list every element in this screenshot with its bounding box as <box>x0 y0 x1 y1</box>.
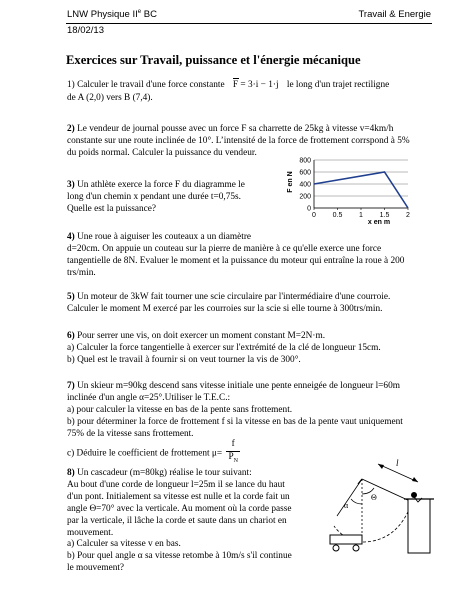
ex4-line: tangentielle de 8N. Evaluer le moment et la puissance du moteur qui entraîne la roue à 200 <box>67 255 405 266</box>
ex7-line: inclinée d'un angle α=25°.Utiliser le T.E.C.: <box>67 392 231 403</box>
stunt-rope-figure <box>318 444 444 554</box>
force-formula-text: F = 3·i − 1·j <box>232 80 279 90</box>
header-course-sup: e <box>137 9 142 15</box>
ex2-line: du poids normal. Calculer la puissance du vendeur. <box>67 147 257 158</box>
chart-tick-labels <box>299 157 410 219</box>
length-arrowhead <box>412 477 418 482</box>
ex8-number: 8) <box>67 468 75 478</box>
ex8-line: d'un pont. Initialement sa vitesse est nulle et la corde fait un <box>67 491 290 502</box>
ex1-line2: de A (2,0) vers B (7,4). <box>67 93 153 103</box>
ex7-line: Un skieur m=90kg descend sans vitesse initiale une pente enneigée de longueur l=60m <box>77 381 400 391</box>
ex1-text: 1) Calculer le travail d'une force constante <box>67 80 225 90</box>
x-tick-label: 1 <box>359 212 363 219</box>
ex8-line: par la verticale, il lâche la corde et saute dans un chariot en <box>67 515 287 526</box>
chart-grid <box>314 160 408 208</box>
header-date: 18/02/13 <box>67 25 104 36</box>
y-axis-label: F en N <box>287 171 294 193</box>
ex6-line: b) Quel est le travail à fournir si on veut tourner la vis de 300°. <box>67 354 301 365</box>
ex8-line: b) Pour quel angle α sa vitesse retombe à 10m/s s'il continue <box>67 551 292 562</box>
force-distance-chart <box>284 154 424 226</box>
label-length: l <box>396 458 399 468</box>
ex3-line: Un athlète exerce la force F du diagramme le <box>77 180 245 190</box>
exercise-8 <box>67 468 317 575</box>
ex2-line: Le vendeur de journal pousse avec un force F sa charrette de 25kg à vitesse v=4km/h <box>77 124 394 134</box>
x-axis-label: x en m <box>367 219 391 226</box>
x-tick-label: 1.5 <box>379 212 390 219</box>
ex6-line: a) Calculer la force tangentielle à exercer sur l'extrémité de la clé de longueur 15cm. <box>67 342 381 353</box>
x-tick-label: 0.5 <box>332 212 343 219</box>
label-alpha: α <box>344 501 349 510</box>
ex6-line: Pour serrer une vis, on doit exercer un moment constant M=2N·m. <box>77 331 326 341</box>
ex8-line: Un cascadeur (m=80kg) réalise le tour suivant: <box>77 468 252 478</box>
ex8-line: a) Calculer sa vitesse v en bas. <box>67 539 181 550</box>
ex2-number: 2) <box>67 124 75 134</box>
y-tick-label: 400 <box>299 181 311 189</box>
ex8-line: angle Θ=70° avec la verticale. Au moment où la corde passe <box>67 503 292 514</box>
length-arrowhead-start <box>378 464 384 469</box>
page-title: Exercices sur Travail, puissance et l'énergie mécanique <box>66 53 361 67</box>
y-tick-label: 0 <box>307 205 311 213</box>
header-topic: Travail & Energie <box>358 9 431 20</box>
ex7-line: a) pour calculer la vitesse en bas de la pente sans frottement. <box>67 404 293 415</box>
ex3-number: 3) <box>67 180 75 190</box>
exercise-7 <box>67 381 439 441</box>
label-theta: Θ <box>371 493 377 502</box>
ex7-c-text: c) Déduire le coefficient de frottement μ= <box>67 448 223 459</box>
friction-fraction <box>226 439 240 468</box>
force-series-line <box>314 172 408 208</box>
y-tick-label: 800 <box>299 157 311 165</box>
ex3-line: Quelle est la puissance? <box>67 203 157 214</box>
vector-arrow-f <box>233 78 239 79</box>
ex8-line: le mouvement? <box>67 563 125 574</box>
fraction-numerator: f <box>226 439 240 452</box>
ex7-line: b) pour déterminer la force de frottement f si la vitesse en bas de la pente vaut uniquement <box>67 416 403 427</box>
fraction-denominator: P <box>228 451 234 462</box>
x-tick-label: 2 <box>406 212 410 219</box>
ex5-line: Calculer le moment M exercé par les courroies sur la scie si elle tourne à 300trs/min. <box>67 303 383 314</box>
bridge-pillar <box>408 499 430 553</box>
ex5-line: Un moteur de 3kW fait tourner une scie circulaire par l'intermédiaire d'une courroie. <box>77 292 391 302</box>
ex2-line: constante sur une route inclinée de 10°. L’intensité de la force de frottement corrspond à 5% <box>67 135 410 146</box>
cart-body <box>330 535 362 544</box>
y-tick-label: 600 <box>299 169 311 177</box>
ex4-line: Une roue à aiguiser les couteaux a un diamètre <box>77 232 252 242</box>
ex4-line: d=20cm. On appuie un couteau sur la pierre de manière à ce qu'elle exerce une force <box>67 243 382 254</box>
alpha-arc <box>351 499 362 504</box>
ex4-number: 4) <box>67 232 75 242</box>
cart-wheel-left <box>333 545 339 551</box>
ex8-line: mouvement. <box>67 527 114 538</box>
ex7-line: 75% de la vitesse sans frottement. <box>67 428 194 439</box>
rope-alpha-line <box>337 479 362 516</box>
header-course-name: LNW Physique II <box>67 9 138 21</box>
ex6-number: 6) <box>67 331 75 341</box>
exercise-3 <box>67 180 287 216</box>
ex7-part-c <box>67 439 240 468</box>
exercise-1 <box>67 80 389 92</box>
fraction-denominator-sub: N <box>233 457 238 464</box>
header-rule <box>66 23 432 24</box>
y-tick-label: 200 <box>299 193 311 201</box>
header-course <box>67 9 157 20</box>
exercise-5 <box>67 292 437 316</box>
x-tick-label: 0 <box>312 212 316 219</box>
ex1-text-end: le long d'un trajet rectiligne <box>286 80 390 90</box>
ex7-number: 7) <box>67 381 75 391</box>
header-course-suffix: BC <box>141 9 157 21</box>
cart-wheel-right <box>353 545 359 551</box>
force-formula <box>233 80 279 92</box>
ex4-line: trs/min. <box>67 267 96 278</box>
ex5-number: 5) <box>67 292 75 302</box>
ex3-line: long d'un chemin x pendant une durée t=0,75s. <box>67 191 241 202</box>
exercise-6 <box>67 331 437 367</box>
ex8-line: Au bout d'une corde de longueur l=25m il se lance du haut <box>67 479 285 490</box>
exercise-4 <box>67 232 437 280</box>
